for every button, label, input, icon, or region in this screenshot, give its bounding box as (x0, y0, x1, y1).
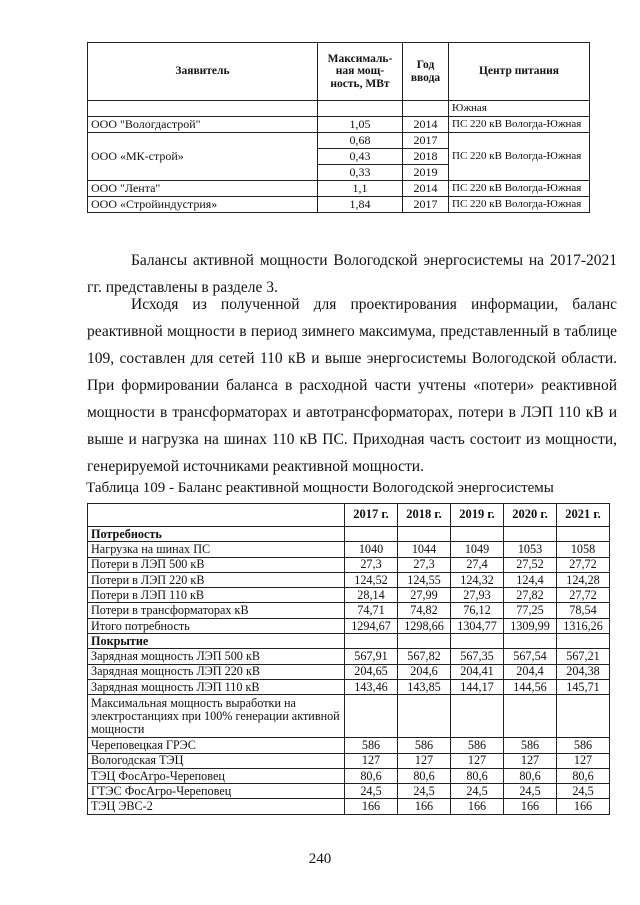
value-cell: 567,54 (504, 649, 557, 664)
value-cell: 27,3 (345, 557, 398, 572)
row-label: Зарядная мощность ЛЭП 500 кВ (88, 649, 345, 664)
table-row (88, 768, 610, 783)
value-cell (451, 634, 504, 649)
table-row (88, 634, 610, 649)
value-cell: 27,4 (451, 557, 504, 572)
year-cell: 2014 (403, 117, 449, 133)
year-header: 2017 г. (345, 504, 398, 527)
power-center-cell: Южная (449, 101, 590, 117)
table-row (88, 197, 590, 213)
header-applicant: Заявитель (88, 43, 318, 101)
value-cell (557, 695, 610, 738)
value-cell (345, 695, 398, 738)
year-cell: 2018 (403, 149, 449, 165)
header-max-power: Максималь- ная мощ- ность, МВт (318, 43, 403, 101)
row-label: Потери в трансформаторах кВ (88, 603, 345, 618)
year-cell: 2019 (403, 165, 449, 181)
value-cell: 1044 (398, 542, 451, 557)
value-cell: 27,3 (398, 557, 451, 572)
table-row (88, 649, 610, 664)
value-cell: 143,85 (398, 679, 451, 694)
year-cell: 2014 (403, 181, 449, 197)
value-cell: 27,93 (451, 588, 504, 603)
value-cell: 1058 (557, 542, 610, 557)
table-row (88, 101, 590, 117)
header-year: Год ввода (403, 43, 449, 101)
row-label: Максимальная мощность выработки на электростанциях при 100% генерации активной мощности (88, 695, 345, 738)
table-row (88, 664, 610, 679)
row-label: Потери в ЛЭП 220 кВ (88, 572, 345, 587)
year-cell: 2017 (403, 197, 449, 213)
value-cell: 144,17 (451, 679, 504, 694)
table-row (88, 588, 610, 603)
value-cell: 80,6 (557, 768, 610, 783)
value-cell: 1316,26 (557, 618, 610, 633)
value-cell: 80,6 (451, 768, 504, 783)
applicant-cell: ООО «МК-строй» (88, 133, 318, 181)
table-row (88, 753, 610, 768)
value-cell: 27,52 (504, 557, 557, 572)
reactive-balance-table (87, 503, 610, 815)
value-cell (451, 695, 504, 738)
value-cell: 166 (398, 799, 451, 814)
value-cell (504, 634, 557, 649)
power-cell: 0,68 (318, 133, 403, 149)
year-header: 2020 г. (504, 504, 557, 527)
value-cell: 586 (557, 738, 610, 753)
power-cell: 0,43 (318, 149, 403, 165)
value-cell: 1040 (345, 542, 398, 557)
row-label: Нагрузка на шинах ПС (88, 542, 345, 557)
value-cell: 124,4 (504, 572, 557, 587)
value-cell: 1304,77 (451, 618, 504, 633)
value-cell: 567,82 (398, 649, 451, 664)
year-cell: 2017 (403, 133, 449, 149)
value-cell: 28,14 (345, 588, 398, 603)
value-cell: 124,52 (345, 572, 398, 587)
value-cell: 24,5 (398, 784, 451, 799)
year-header: 2021 г. (557, 504, 610, 527)
table-row (88, 738, 610, 753)
applicants-header-row (88, 43, 590, 101)
value-cell: 77,25 (504, 603, 557, 618)
value-cell: 567,21 (557, 649, 610, 664)
value-cell: 1053 (504, 542, 557, 557)
row-label: ТЭЦ ЭВС-2 (88, 799, 345, 814)
value-cell (451, 527, 504, 542)
table-row (88, 799, 610, 814)
value-cell: 1309,99 (504, 618, 557, 633)
power-cell: 1,84 (318, 197, 403, 213)
applicant-cell: ООО «Стройиндустрия» (88, 197, 318, 213)
value-cell: 204,65 (345, 664, 398, 679)
value-cell: 27,72 (557, 557, 610, 572)
value-cell: 74,71 (345, 603, 398, 618)
value-cell (345, 527, 398, 542)
paragraph-reactive-balance: Исходя из полученной для проектирования информации, баланс реактивной мощности в период зимнего максимума, представленный в таблице 109, составлен для сетей 110 кВ и выше энергосистемы Вологодской области. При формировании баланса в расходной части учтены «потери» реактивной мощности в трансформаторах и автотрансформаторах, потери в ЛЭП 110 кВ и выше и нагрузка на шинах 110 кВ ПС. Приходная часть состоит из мощности, генерируемой источниками реактивной мощности. (87, 296, 617, 475)
value-cell: 1298,66 (398, 618, 451, 633)
table-row (88, 572, 610, 587)
row-label: ТЭЦ ФосАгро-Череповец (88, 768, 345, 783)
paragraph-active-balance: Балансы активной мощности Вологодской энергосистемы на 2017-2021 гг. представлены в разделе 3. (87, 252, 617, 296)
value-cell: 586 (504, 738, 557, 753)
row-label: Итого потребность (88, 618, 345, 633)
header-power-center: Центр питания (449, 43, 590, 101)
value-cell: 74,82 (398, 603, 451, 618)
value-cell: 80,6 (345, 768, 398, 783)
table-row (88, 618, 610, 633)
value-cell: 204,6 (398, 664, 451, 679)
power-center-cell: ПС 220 кВ Вологда-Южная (449, 181, 590, 197)
value-cell: 567,35 (451, 649, 504, 664)
table-caption: Таблица 109 - Баланс реактивной мощности Вологодской энергосистемы (86, 480, 554, 496)
page-number: 240 (308, 851, 332, 867)
value-cell: 204,38 (557, 664, 610, 679)
value-cell: 124,32 (451, 572, 504, 587)
value-cell (504, 527, 557, 542)
row-label: Покрытие (88, 634, 345, 649)
value-cell: 143,46 (345, 679, 398, 694)
value-cell: 27,82 (504, 588, 557, 603)
value-cell: 127 (504, 753, 557, 768)
value-cell: 27,72 (557, 588, 610, 603)
value-cell: 127 (345, 753, 398, 768)
value-cell: 127 (557, 753, 610, 768)
value-cell: 24,5 (345, 784, 398, 799)
value-cell: 145,71 (557, 679, 610, 694)
value-cell: 204,41 (451, 664, 504, 679)
table-row (88, 181, 590, 197)
value-cell: 567,91 (345, 649, 398, 664)
row-label: Зарядная мощность ЛЭП 110 кВ (88, 679, 345, 694)
value-cell: 166 (557, 799, 610, 814)
value-cell (345, 634, 398, 649)
row-label: Зарядная мощность ЛЭП 220 кВ (88, 664, 345, 679)
row-label: Потребность (88, 527, 345, 542)
power-center-cell: ПС 220 кВ Вологда-Южная (449, 117, 590, 133)
table-row (88, 527, 610, 542)
value-cell: 127 (398, 753, 451, 768)
value-cell (398, 634, 451, 649)
row-label: Потери в ЛЭП 500 кВ (88, 557, 345, 572)
value-cell: 127 (451, 753, 504, 768)
value-cell (504, 695, 557, 738)
row-label: ГТЭС ФосАгро-Череповец (88, 784, 345, 799)
applicants-table (87, 42, 590, 213)
value-cell: 124,28 (557, 572, 610, 587)
value-cell: 80,6 (504, 768, 557, 783)
table-row (88, 557, 610, 572)
value-cell (398, 527, 451, 542)
table-row (88, 679, 610, 694)
value-cell (398, 695, 451, 738)
value-cell: 78,54 (557, 603, 610, 618)
value-cell: 27,99 (398, 588, 451, 603)
applicant-cell: ООО "Вологдастрой" (88, 117, 318, 133)
power-cell: 1,05 (318, 117, 403, 133)
value-cell (557, 527, 610, 542)
value-cell: 24,5 (504, 784, 557, 799)
table-row (88, 133, 590, 149)
value-cell: 204,4 (504, 664, 557, 679)
value-cell: 586 (451, 738, 504, 753)
value-cell: 166 (345, 799, 398, 814)
value-cell: 166 (451, 799, 504, 814)
balance-header-row (88, 504, 610, 527)
value-cell: 586 (345, 738, 398, 753)
table-row (88, 117, 590, 133)
value-cell: 124,55 (398, 572, 451, 587)
value-cell: 586 (398, 738, 451, 753)
table-row (88, 603, 610, 618)
value-cell (557, 634, 610, 649)
value-cell: 166 (504, 799, 557, 814)
power-cell: 1,1 (318, 181, 403, 197)
row-label: Череповецкая ГРЭС (88, 738, 345, 753)
value-cell: 1049 (451, 542, 504, 557)
row-label: Вологодская ТЭЦ (88, 753, 345, 768)
table-row (88, 542, 610, 557)
value-cell: 24,5 (451, 784, 504, 799)
value-cell: 76,12 (451, 603, 504, 618)
value-cell: 24,5 (557, 784, 610, 799)
year-header: 2018 г. (398, 504, 451, 527)
value-cell: 1294,67 (345, 618, 398, 633)
applicant-cell: ООО "Лента" (88, 181, 318, 197)
year-header: 2019 г. (451, 504, 504, 527)
value-cell: 144,56 (504, 679, 557, 694)
power-cell: 0,33 (318, 165, 403, 181)
power-center-cell: ПС 220 кВ Вологда-Южная (449, 133, 590, 181)
table-row (88, 784, 610, 799)
power-center-cell: ПС 220 кВ Вологда-Южная (449, 197, 590, 213)
table-row (88, 695, 610, 738)
value-cell: 80,6 (398, 768, 451, 783)
row-label: Потери в ЛЭП 110 кВ (88, 588, 345, 603)
